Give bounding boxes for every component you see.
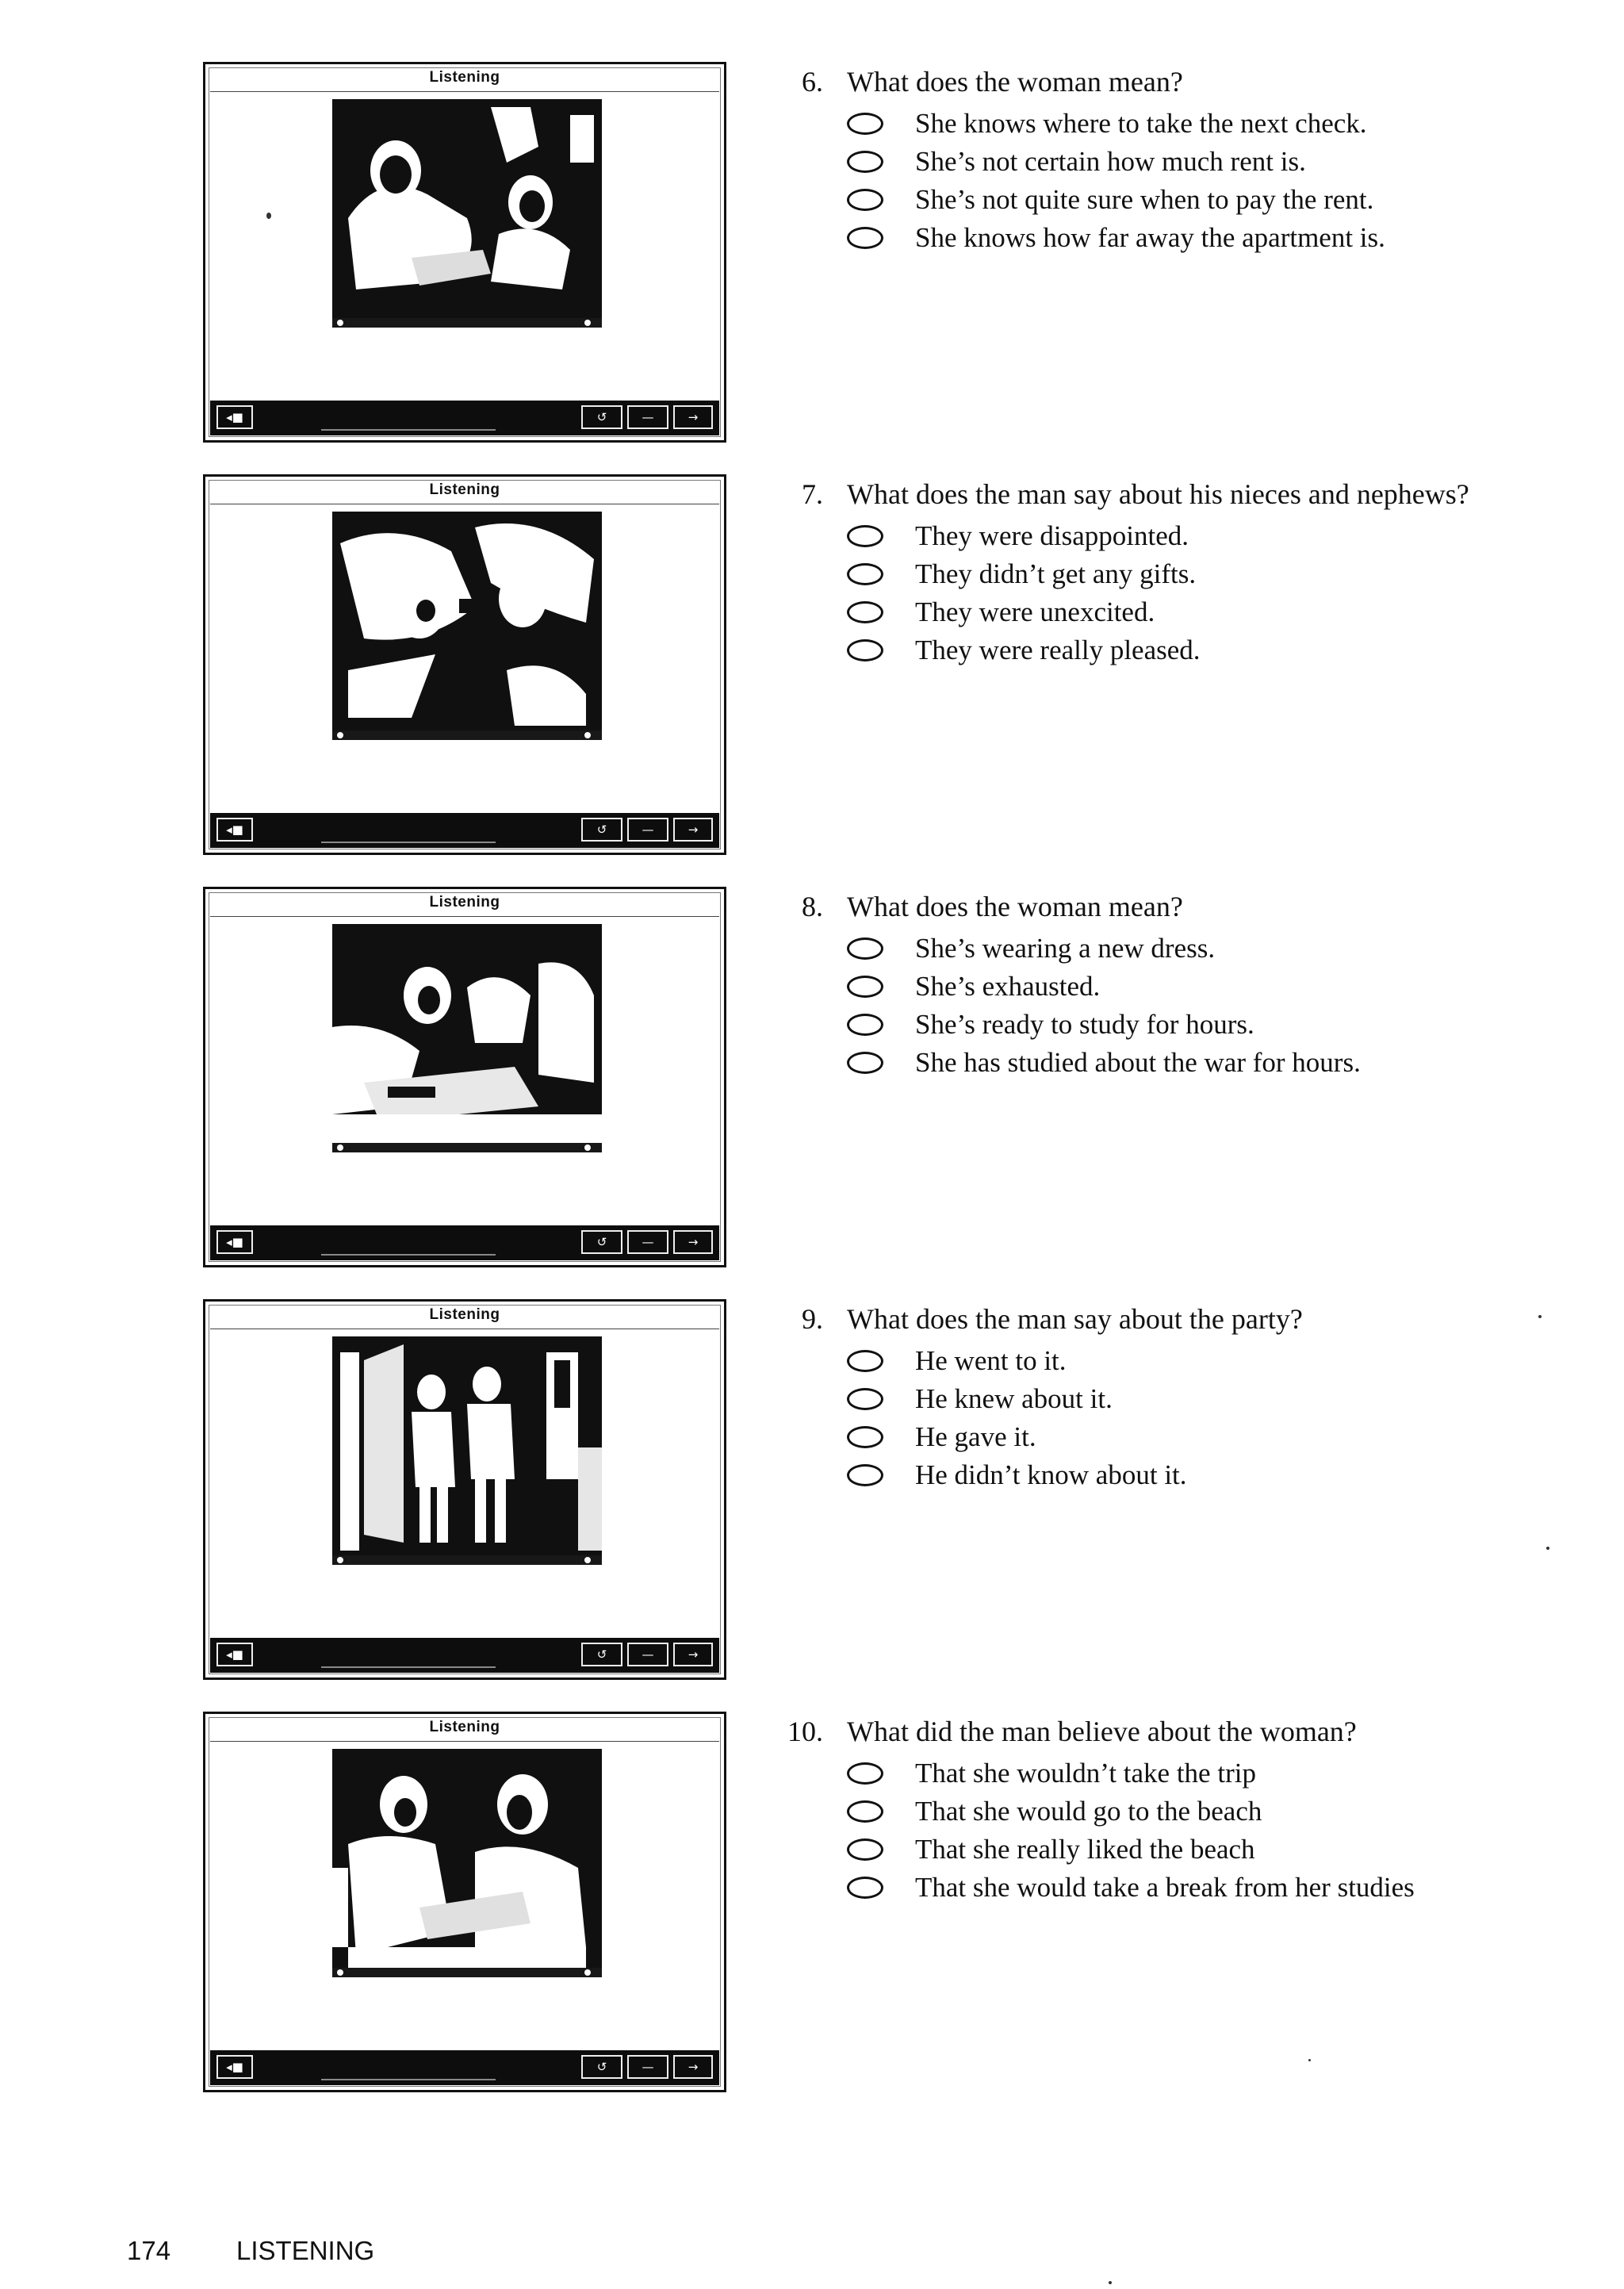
answer-option-label: She’s not quite sure when to pay the rent.	[915, 184, 1374, 215]
answer-confirm-icon: →	[688, 410, 699, 424]
answer-option[interactable]	[847, 1456, 1603, 1494]
navigation-toolbar	[210, 813, 719, 848]
answer-option-label: They were unexcited.	[915, 596, 1155, 627]
answer-confirm-icon: →	[688, 1235, 699, 1249]
answer-confirm-icon: →	[688, 1647, 699, 1662]
screen-title: Listening	[429, 481, 500, 498]
scan-speck	[1538, 1315, 1542, 1318]
video-scrubber[interactable]	[332, 730, 602, 740]
video-still	[332, 512, 602, 734]
question-item-7	[0, 474, 1624, 887]
answer-option[interactable]	[847, 1006, 1603, 1044]
video-scene-image	[332, 1336, 602, 1559]
toolbar-divider	[321, 1666, 496, 1668]
answer-option[interactable]	[847, 930, 1603, 968]
answer-option[interactable]	[847, 555, 1603, 593]
question-block	[779, 474, 1603, 669]
radio-oval-icon[interactable]	[847, 1052, 883, 1074]
next-icon: —	[642, 822, 654, 837]
question-block	[779, 1712, 1603, 1907]
scrubber-knob[interactable]	[337, 1557, 343, 1563]
answer-option-label: That she would go to the beach	[915, 1796, 1262, 1827]
volume-button[interactable]	[216, 818, 253, 842]
answer-option-label: He didn’t know about it.	[915, 1459, 1187, 1490]
scrubber-end	[584, 1969, 591, 1976]
page-footer	[127, 2235, 374, 2267]
toolbar-divider	[321, 1254, 496, 1256]
question-prompt: What does the man say about the party?	[847, 1303, 1303, 1335]
question-item-9	[0, 1299, 1624, 1712]
page-number: 174	[127, 2236, 171, 2265]
volume-icon: ◂■	[226, 2060, 243, 2074]
question-prompt: What does the woman mean?	[847, 66, 1183, 98]
toolbar-divider	[321, 2079, 496, 2080]
answer-option[interactable]	[847, 1869, 1603, 1907]
radio-oval-icon[interactable]	[847, 227, 883, 249]
answer-option[interactable]	[847, 1342, 1603, 1380]
scrubber-end	[584, 732, 591, 738]
title-divider	[210, 91, 719, 92]
next-button[interactable]	[627, 1643, 668, 1666]
question-block	[779, 1299, 1603, 1494]
answer-option-label: He went to it.	[915, 1345, 1067, 1376]
radio-oval-icon[interactable]	[847, 113, 883, 135]
answer-option[interactable]	[847, 968, 1603, 1006]
question-item-8	[0, 887, 1624, 1299]
scrubber-knob[interactable]	[337, 320, 343, 326]
radio-oval-icon[interactable]	[847, 1838, 883, 1861]
scan-speck	[1109, 2281, 1112, 2284]
replay-icon: ↺	[596, 1235, 607, 1249]
answer-option[interactable]	[847, 1044, 1603, 1082]
answer-options	[779, 930, 1603, 1082]
question-block	[779, 62, 1603, 257]
listening-screen	[203, 1712, 726, 2092]
question-number: 10.	[787, 1716, 823, 1747]
toolbar-divider	[321, 429, 496, 431]
radio-oval-icon[interactable]	[847, 151, 883, 173]
video-scene-image	[332, 1749, 602, 1971]
answer-option-label: She knows where to take the next check.	[915, 108, 1367, 139]
scrubber-knob[interactable]	[337, 1969, 343, 1976]
answer-confirm-button[interactable]	[673, 1643, 713, 1666]
radio-oval-icon[interactable]	[847, 189, 883, 211]
title-divider	[210, 1741, 719, 1742]
replay-icon: ↺	[596, 2060, 607, 2074]
answer-option[interactable]	[847, 105, 1603, 143]
video-scene-image	[332, 924, 602, 1146]
answer-option-label: They were really pleased.	[915, 635, 1201, 665]
video-scrubber[interactable]	[332, 318, 602, 328]
navigation-toolbar	[210, 401, 719, 435]
navigation-toolbar	[210, 2050, 719, 2085]
radio-oval-icon[interactable]	[847, 937, 883, 960]
radio-oval-icon[interactable]	[847, 563, 883, 585]
replay-button[interactable]	[581, 1230, 622, 1254]
screen-title: Listening	[429, 1719, 500, 1735]
listening-screen	[203, 62, 726, 443]
answer-option-label: She’s exhausted.	[915, 971, 1101, 1002]
scan-speck	[266, 213, 271, 219]
replay-button[interactable]	[581, 818, 622, 842]
question-number: 8.	[802, 891, 823, 922]
video-still	[332, 99, 602, 321]
next-button[interactable]	[627, 2055, 668, 2079]
answer-option[interactable]	[847, 1418, 1603, 1456]
next-icon: —	[642, 1235, 654, 1249]
screen-title: Listening	[429, 69, 500, 86]
answer-option-label: They didn’t get any gifts.	[915, 558, 1197, 589]
video-scrubber[interactable]	[332, 1143, 602, 1152]
radio-oval-icon[interactable]	[847, 1014, 883, 1036]
answer-confirm-icon: →	[688, 822, 699, 837]
replay-button[interactable]	[581, 1643, 622, 1666]
answer-option-label: She has studied about the war for hours.	[915, 1047, 1361, 1078]
question-item-6	[0, 62, 1624, 474]
video-scene-image	[332, 512, 602, 734]
answer-confirm-button[interactable]	[673, 818, 713, 842]
replay-icon: ↺	[596, 1647, 607, 1662]
answer-option-label: He gave it.	[915, 1421, 1036, 1452]
answer-option[interactable]	[847, 631, 1603, 669]
replay-icon: ↺	[596, 410, 607, 424]
next-icon: —	[642, 2060, 654, 2074]
answer-option[interactable]	[847, 143, 1603, 181]
answer-confirm-button[interactable]	[673, 405, 713, 429]
replay-button[interactable]	[581, 405, 622, 429]
answer-option[interactable]	[847, 593, 1603, 631]
radio-oval-icon[interactable]	[847, 1350, 883, 1372]
answer-option[interactable]	[847, 181, 1603, 219]
volume-button[interactable]	[216, 2055, 253, 2079]
question-prompt: What did the man believe about the woman?	[847, 1716, 1357, 1747]
screen-title: Listening	[429, 1306, 500, 1323]
replay-button[interactable]	[581, 2055, 622, 2079]
radio-oval-icon[interactable]	[847, 1426, 883, 1448]
answer-option-label: That she really liked the beach	[915, 1834, 1255, 1865]
screen-title: Listening	[429, 894, 500, 911]
answer-option-label: She’s ready to study for hours.	[915, 1009, 1254, 1040]
answer-option-label: That she would take a break from her studies	[915, 1872, 1415, 1903]
answer-options	[779, 517, 1603, 669]
question-block	[779, 887, 1603, 1082]
answer-options	[779, 105, 1603, 257]
scrubber-end	[584, 1557, 591, 1563]
radio-oval-icon[interactable]	[847, 639, 883, 661]
next-icon: —	[642, 410, 654, 424]
radio-oval-icon[interactable]	[847, 1800, 883, 1823]
answer-confirm-icon: →	[688, 2060, 699, 2074]
video-still	[332, 1749, 602, 1971]
answer-option[interactable]	[847, 1754, 1603, 1792]
answer-option[interactable]	[847, 1380, 1603, 1418]
answer-option-label: She knows how far away the apartment is.	[915, 222, 1385, 253]
volume-icon: ◂■	[226, 1647, 243, 1662]
video-scrubber[interactable]	[332, 1555, 602, 1565]
radio-oval-icon[interactable]	[847, 1762, 883, 1785]
answer-option[interactable]	[847, 219, 1603, 257]
answer-option-label: They were disappointed.	[915, 520, 1189, 551]
question-item-10	[0, 1712, 1624, 2124]
answer-confirm-button[interactable]	[673, 1230, 713, 1254]
radio-oval-icon[interactable]	[847, 1877, 883, 1899]
radio-oval-icon[interactable]	[847, 525, 883, 547]
title-divider	[210, 916, 719, 917]
radio-oval-icon[interactable]	[847, 976, 883, 998]
next-button[interactable]	[627, 818, 668, 842]
listening-screen	[203, 1299, 726, 1680]
scrubber-end	[584, 320, 591, 326]
section-title: LISTENING	[236, 2236, 375, 2265]
answer-option-label: That she wouldn’t take the trip	[915, 1758, 1256, 1789]
question-prompt: What does the woman mean?	[847, 891, 1183, 922]
question-number: 7.	[802, 478, 823, 510]
answer-options	[779, 1342, 1603, 1494]
answer-options	[779, 1754, 1603, 1907]
volume-button[interactable]	[216, 405, 253, 429]
listening-screen	[203, 474, 726, 855]
volume-button[interactable]	[216, 1643, 253, 1666]
video-scene-image	[332, 99, 602, 321]
question-number: 6.	[802, 66, 823, 98]
question-number: 9.	[802, 1303, 823, 1335]
next-button[interactable]	[627, 1230, 668, 1254]
video-still	[332, 924, 602, 1146]
volume-icon: ◂■	[226, 410, 243, 424]
navigation-toolbar	[210, 1638, 719, 1673]
volume-icon: ◂■	[226, 822, 243, 837]
volume-icon: ◂■	[226, 1235, 243, 1249]
video-still	[332, 1336, 602, 1559]
answer-option-label: She’s not certain how much rent is.	[915, 146, 1306, 177]
answer-option-label: She’s wearing a new dress.	[915, 933, 1216, 964]
scrubber-end	[584, 1144, 591, 1151]
radio-oval-icon[interactable]	[847, 601, 883, 623]
scan-speck	[1308, 2059, 1311, 2061]
radio-oval-icon[interactable]	[847, 1464, 883, 1486]
scrubber-knob[interactable]	[337, 1144, 343, 1151]
replay-icon: ↺	[596, 822, 607, 837]
answer-option-label: He knew about it.	[915, 1383, 1113, 1414]
answer-option[interactable]	[847, 517, 1603, 555]
toolbar-divider	[321, 842, 496, 843]
next-button[interactable]	[627, 405, 668, 429]
volume-button[interactable]	[216, 1230, 253, 1254]
radio-oval-icon[interactable]	[847, 1388, 883, 1410]
question-prompt: What does the man say about his nieces and nephews?	[847, 478, 1469, 510]
navigation-toolbar	[210, 1225, 719, 1260]
answer-confirm-button[interactable]	[673, 2055, 713, 2079]
scan-speck	[1546, 1547, 1549, 1550]
next-icon: —	[642, 1647, 654, 1662]
listening-screen	[203, 887, 726, 1267]
scrubber-knob[interactable]	[337, 732, 343, 738]
answer-option[interactable]	[847, 1792, 1603, 1831]
video-scrubber[interactable]	[332, 1968, 602, 1977]
answer-option[interactable]	[847, 1831, 1603, 1869]
